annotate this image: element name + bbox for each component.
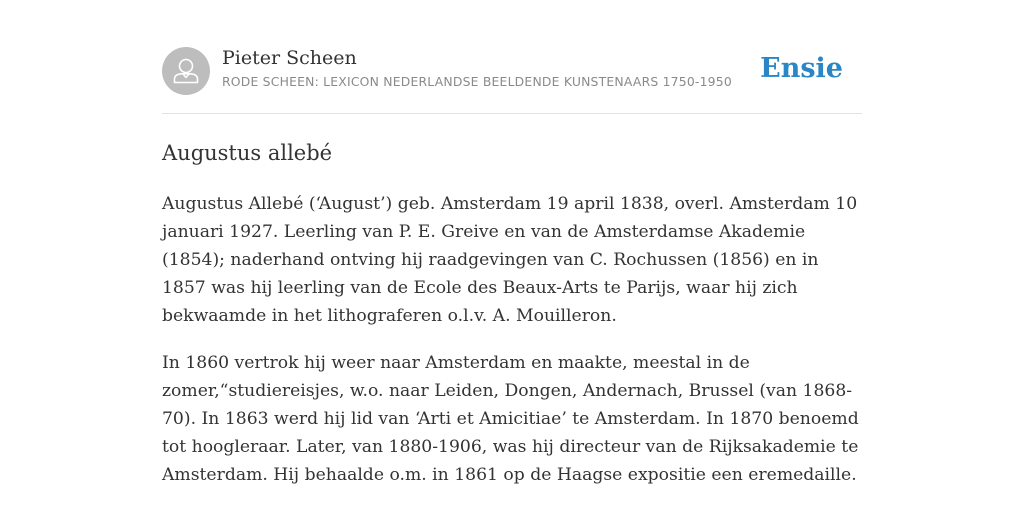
article-title: Augustus allebé: [162, 141, 333, 165]
article-header: [162, 46, 862, 96]
article-paragraph-1: Augustus Allebé (‘August’) geb. Amsterdam 19 april 1838, overl. Amsterdam 10 januari 1927. Leerling van P. E. Greive en van de Amsterdamse Akademie (1854); naderhand ontving hij raadgevingen van C. Rochussen (1856) en in 1857 was hij leerling van de Ecole des Beaux-Arts te Parijs, waar hij zich bekwaamde in het lithograferen o.l.v. A. Mouilleron.: [162, 194, 858, 326]
user-icon: [162, 47, 210, 95]
source-title[interactable]: RODE SCHEEN: LEXICON NEDERLANDSE BEELDENDE KUNSTENAARS 1750-1950: [222, 74, 732, 89]
ensie-logo[interactable]: Ensie: [760, 53, 843, 84]
author-name[interactable]: Pieter Scheen: [222, 47, 357, 69]
header-divider: [162, 113, 862, 114]
author-avatar[interactable]: [162, 47, 210, 95]
article-paragraph-2: In 1860 vertrok hij weer naar Amsterdam en maakte, meestal in de zomer,“studiereisjes, w.o. naar Leiden, Dongen, Andernach, Brussel (van 1868-70). In 1863 werd hij lid van ‘Arti et Amicitiae’ te Amsterdam. In 1870 benoemd tot hoogleraar. Later, van 1880-1906, was hij directeur van de Rijksakademie te Amsterdam. Hij behaalde o.m. in 1861 op de Haagse expositie een eremedaille.: [162, 353, 859, 485]
article-body: [162, 190, 862, 508]
